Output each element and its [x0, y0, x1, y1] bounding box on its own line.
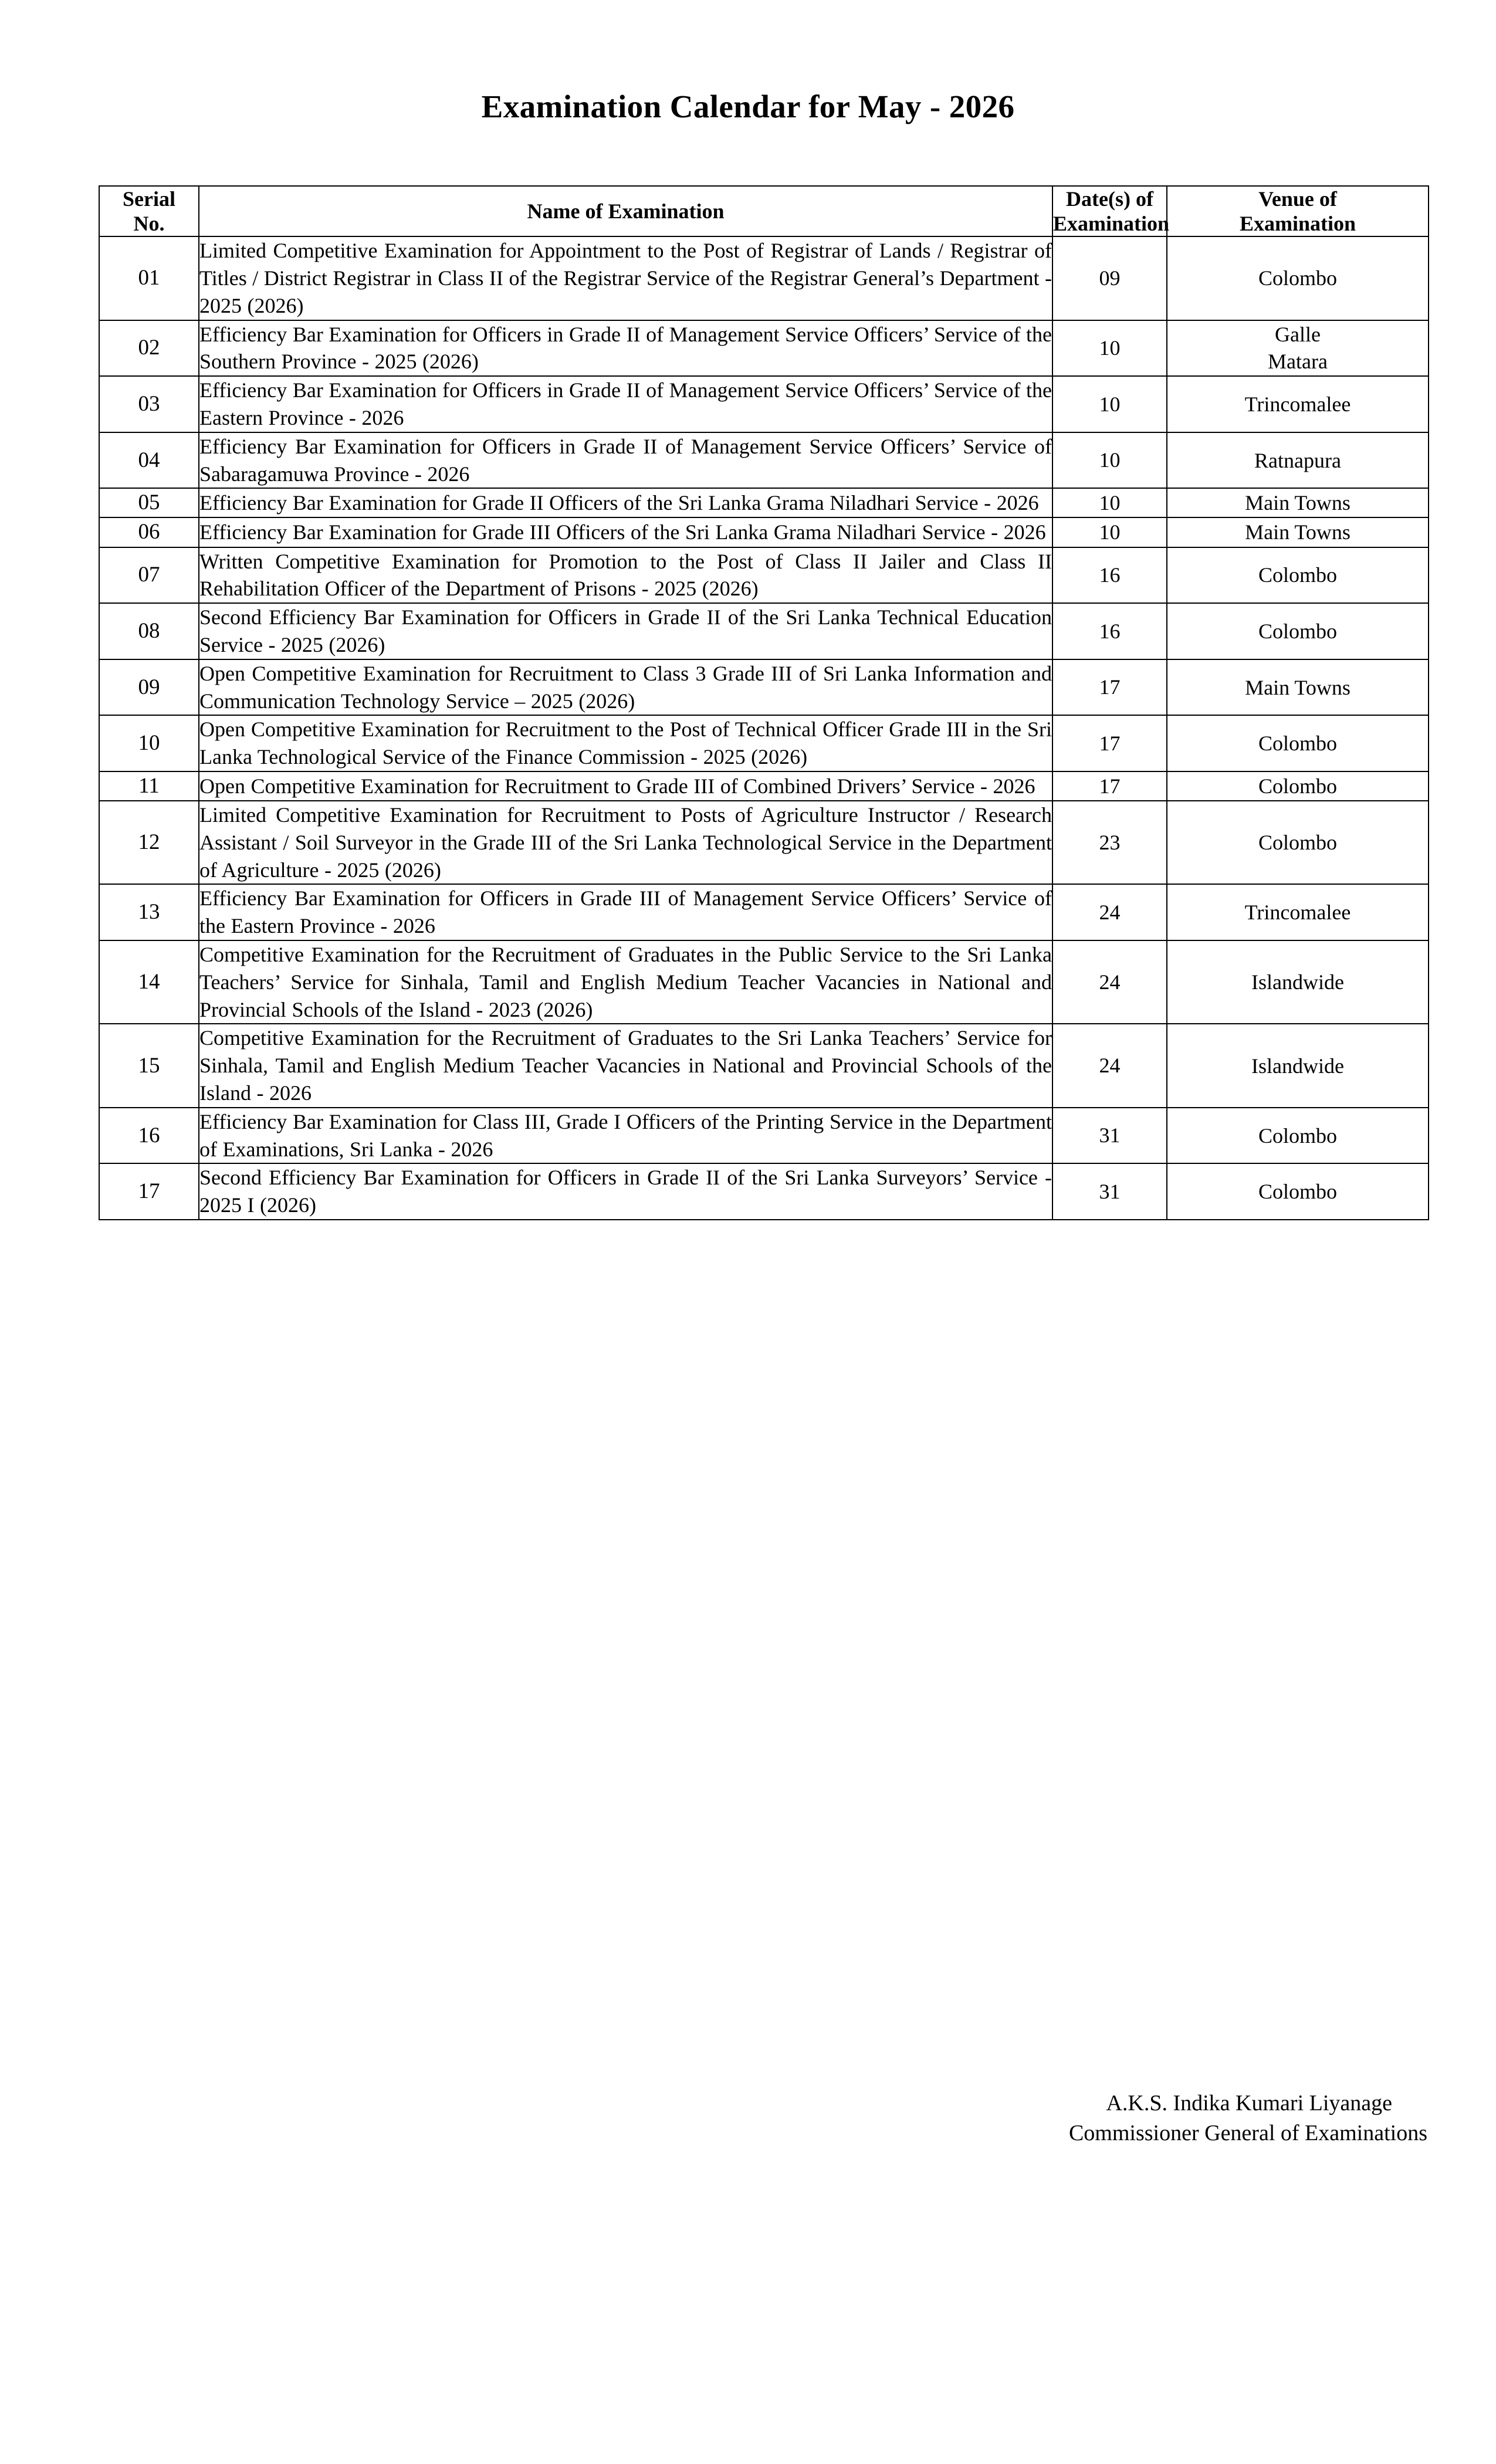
cell-exam-date: 09 — [1052, 236, 1167, 320]
cell-exam-venue — [1167, 603, 1429, 659]
column-header-serial-line2: No. — [133, 212, 165, 236]
cell-exam-date: 10 — [1052, 376, 1167, 432]
venue-line: Ratnapura — [1254, 448, 1341, 472]
cell-exam-date: 24 — [1052, 940, 1167, 1024]
column-header-serial-line1: Serial — [123, 187, 175, 211]
table-row — [99, 517, 1429, 547]
cell-serial-no: 09 — [99, 659, 199, 716]
cell-serial-no: 14 — [99, 940, 199, 1024]
signature-block — [0, 2089, 1427, 2148]
cell-serial-no: 05 — [99, 488, 199, 517]
cell-exam-name: Efficiency Bar Examination for Officers in Grade II of Management Service Officers’ Service of the Southern Province - 2025 (2026) — [199, 320, 1052, 377]
table-row — [99, 771, 1429, 801]
venue-line: Main Towns — [1245, 520, 1351, 544]
table-row — [99, 801, 1429, 884]
cell-exam-name: Efficiency Bar Examination for Officers in Grade II of Management Service Officers’ Service of the Eastern Province - 2026 — [199, 376, 1052, 432]
cell-exam-venue — [1167, 659, 1429, 716]
cell-exam-name: Open Competitive Examination for Recruitment to the Post of Technical Officer Grade III in the Sri Lanka Technological Service of the Finance Commission - 2025 (2026) — [199, 715, 1052, 771]
exam-calendar-table — [99, 185, 1429, 1220]
cell-exam-venue — [1167, 320, 1429, 377]
cell-exam-name: Efficiency Bar Examination for Grade II Officers of the Sri Lanka Grama Niladhari Service - 2026 — [199, 488, 1052, 517]
cell-exam-name: Efficiency Bar Examination for Grade III Officers of the Sri Lanka Grama Niladhari Service - 2026 — [199, 517, 1052, 547]
cell-exam-date: 31 — [1052, 1108, 1167, 1164]
cell-serial-no: 07 — [99, 547, 199, 604]
table-row — [99, 236, 1429, 320]
cell-serial-no: 15 — [99, 1024, 199, 1107]
cell-exam-date: 10 — [1052, 488, 1167, 517]
cell-exam-venue — [1167, 236, 1429, 320]
cell-exam-venue — [1167, 432, 1429, 489]
cell-exam-name: Second Efficiency Bar Examination for Officers in Grade II of the Sri Lanka Technical Education Service - 2025 (2026) — [199, 603, 1052, 659]
cell-serial-no: 17 — [99, 1163, 199, 1220]
cell-serial-no: 04 — [99, 432, 199, 489]
table-row — [99, 715, 1429, 771]
cell-exam-name: Written Competitive Examination for Promotion to the Post of Class II Jailer and Class II Rehabilitation Officer of the Department of Prisons - 2025 (2026) — [199, 547, 1052, 604]
signatory-name: A.K.S. Indika Kumari Liyanage — [1106, 2091, 1392, 2116]
cell-serial-no: 08 — [99, 603, 199, 659]
table-row — [99, 659, 1429, 716]
cell-serial-no: 01 — [99, 236, 199, 320]
cell-exam-name: Second Efficiency Bar Examination for Officers in Grade II of the Sri Lanka Surveyors’ Service - 2025 I (2026) — [199, 1163, 1052, 1220]
cell-exam-date: 17 — [1052, 715, 1167, 771]
venue-line: Colombo — [1258, 774, 1337, 798]
column-header-venue-line1: Venue of — [1258, 187, 1337, 211]
cell-exam-name: Efficiency Bar Examination for Officers in Grade II of Management Service Officers’ Service of Sabaragamuwa Province - 2026 — [199, 432, 1052, 489]
venue-line: Colombo — [1258, 1123, 1337, 1148]
venue-line: Colombo — [1258, 831, 1337, 855]
cell-exam-venue — [1167, 801, 1429, 884]
column-header-venue-of-examination — [1167, 186, 1429, 236]
table-row — [99, 320, 1429, 377]
cell-exam-date: 31 — [1052, 1163, 1167, 1220]
cell-exam-name: Competitive Examination for the Recruitment of Graduates to the Sri Lanka Teachers’ Service for Sinhala, Tamil and English Medium Teacher Vacancies in National and Provincial Schools of the Island - 2026 — [199, 1024, 1052, 1107]
cell-exam-date: 10 — [1052, 517, 1167, 547]
cell-exam-name: Limited Competitive Examination for Recruitment to Posts of Agriculture Instructor / Research Assistant / Soil Surveyor in the Grade III of the Sri Lanka Technological Service in the Department of Agriculture - 2025 (2026) — [199, 801, 1052, 884]
venue-line: Colombo — [1258, 619, 1337, 643]
cell-exam-name: Efficiency Bar Examination for Officers in Grade III of Management Service Officers’ Service of the Eastern Province - 2026 — [199, 884, 1052, 940]
venue-line: Colombo — [1258, 732, 1337, 756]
column-header-dates-of-examination — [1052, 186, 1170, 236]
signatory-designation: Commissioner General of Examinations — [1068, 2120, 1427, 2145]
table-row — [99, 1163, 1429, 1220]
cell-exam-name: Efficiency Bar Examination for Class III, Grade I Officers of the Printing Service in the Department of Examinations, Sri Lanka - 2026 — [199, 1108, 1052, 1164]
cell-serial-no: 02 — [99, 320, 199, 377]
cell-exam-date: 24 — [1052, 1024, 1167, 1107]
cell-exam-date: 17 — [1052, 771, 1167, 801]
column-header-serial-no — [99, 186, 199, 236]
exam-calendar-table-container — [99, 185, 1428, 1220]
cell-exam-venue — [1167, 376, 1429, 432]
table-row — [99, 432, 1429, 489]
cell-exam-date: 16 — [1052, 603, 1167, 659]
cell-exam-name: Competitive Examination for the Recruitment of Graduates in the Public Service to the Sri Lanka Teachers’ Service for Sinhala, Tamil and English Medium Teacher Vacancies in National and Provincial Schools of the Island - 2023 (2026) — [199, 940, 1052, 1024]
page-title: Examination Calendar for May - 2026 — [481, 89, 1015, 124]
cell-serial-no: 03 — [99, 376, 199, 432]
cell-serial-no: 13 — [99, 884, 199, 940]
venue-line: Main Towns — [1245, 491, 1351, 515]
cell-serial-no: 11 — [99, 771, 199, 801]
table-row — [99, 603, 1429, 659]
column-header-name-of-examination: Name of Examination — [199, 186, 1052, 236]
table-row — [99, 884, 1429, 940]
table-row — [99, 376, 1429, 432]
cell-exam-venue — [1167, 884, 1429, 940]
column-header-date-line2: Examination — [1053, 212, 1170, 236]
venue-line: Colombo — [1258, 266, 1337, 290]
venue-line: Trincomalee — [1244, 392, 1351, 416]
cell-serial-no: 12 — [99, 801, 199, 884]
cell-exam-name: Limited Competitive Examination for Appointment to the Post of Registrar of Lands / Registrar of Titles / District Registrar in Class II of the Registrar Service of the Registrar General’s Department - 2025 (2026) — [199, 236, 1052, 320]
venue-line: Colombo — [1258, 563, 1337, 587]
cell-serial-no: 06 — [99, 517, 199, 547]
cell-exam-date: 23 — [1052, 801, 1167, 884]
cell-exam-venue — [1167, 547, 1429, 604]
cell-serial-no: 10 — [99, 715, 199, 771]
cell-exam-date: 16 — [1052, 547, 1167, 604]
venue-line: Trincomalee — [1244, 901, 1351, 925]
cell-exam-date: 10 — [1052, 432, 1167, 489]
table-body — [99, 236, 1429, 1220]
cell-exam-date: 17 — [1052, 659, 1167, 716]
cell-exam-venue — [1167, 1108, 1429, 1164]
cell-exam-name: Open Competitive Examination for Recruitment to Grade III of Combined Drivers’ Service - 2026 — [199, 771, 1052, 801]
cell-exam-venue — [1167, 517, 1429, 547]
table-row — [99, 940, 1429, 1024]
table-header — [99, 186, 1429, 236]
column-header-venue-line2: Examination — [1239, 212, 1356, 236]
cell-exam-name: Open Competitive Examination for Recruitment to Class 3 Grade III of Sri Lanka Information and Communication Technology Service – 2025 (2026) — [199, 659, 1052, 716]
venue-line: Islandwide — [1251, 1054, 1344, 1078]
table-header-row — [99, 186, 1429, 236]
table-row — [99, 488, 1429, 517]
cell-exam-venue — [1167, 1163, 1429, 1220]
venue-line: Matara — [1268, 350, 1328, 374]
venue-line: Galle — [1275, 323, 1321, 347]
column-header-date-line1: Date(s) of — [1066, 187, 1153, 211]
venue-line: Colombo — [1258, 1180, 1337, 1204]
cell-serial-no: 16 — [99, 1108, 199, 1164]
cell-exam-venue — [1167, 771, 1429, 801]
cell-exam-venue — [1167, 1024, 1429, 1107]
cell-exam-venue — [1167, 715, 1429, 771]
table-row — [99, 1024, 1429, 1107]
venue-line: Islandwide — [1251, 970, 1344, 994]
cell-exam-venue — [1167, 488, 1429, 517]
cell-exam-date: 24 — [1052, 884, 1167, 940]
table-row — [99, 1108, 1429, 1164]
venue-line: Main Towns — [1245, 675, 1351, 699]
cell-exam-date: 10 — [1052, 320, 1167, 377]
table-row — [99, 547, 1429, 604]
cell-exam-venue — [1167, 940, 1429, 1024]
